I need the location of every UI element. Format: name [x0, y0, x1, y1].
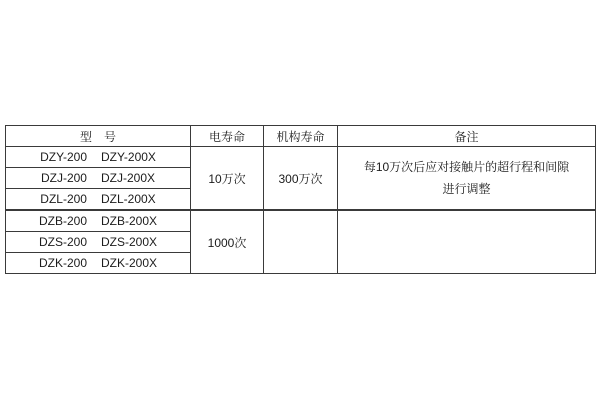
electrical-life-cell-group1: 10万次	[191, 147, 264, 211]
col-header-remarks: 备注	[338, 126, 596, 147]
remarks-line: 每10万次后应对接触片的超行程和间隙	[363, 160, 570, 174]
model-name: DZL-200	[40, 192, 87, 206]
model-cell	[6, 147, 191, 168]
remarks-cell-group2	[338, 210, 596, 274]
model-name: DZK-200X	[101, 256, 158, 270]
model-name: DZK-200	[38, 256, 87, 270]
header-row	[6, 126, 596, 147]
spec-table	[5, 125, 596, 274]
col-header-mechanical-life: 机构寿命	[264, 126, 338, 147]
remarks-line: 进行调整	[442, 182, 491, 196]
model-name: DZY-200	[40, 150, 87, 164]
mechanical-life-cell-group1: 300万次	[264, 147, 338, 211]
remarks-cell-group1	[338, 147, 596, 211]
model-cell	[6, 253, 191, 274]
model-name: DZS-200	[38, 235, 87, 249]
model-name: DZS-200X	[101, 235, 158, 249]
electrical-life-cell-group2: 1000次	[191, 210, 264, 274]
col-header-electrical-life: 电寿命	[191, 126, 264, 147]
model-cell	[6, 210, 191, 232]
model-cell	[6, 168, 191, 189]
table-row	[6, 147, 596, 168]
table-row	[6, 210, 596, 232]
mechanical-life-cell-group2	[264, 210, 338, 274]
model-name: DZB-200X	[101, 214, 158, 228]
model-name: DZY-200X	[101, 150, 156, 164]
model-name: DZJ-200X	[100, 171, 156, 185]
col-header-model: 型 号	[6, 126, 191, 147]
model-name: DZJ-200	[40, 171, 87, 185]
model-name: DZL-200X	[100, 192, 156, 206]
model-cell	[6, 189, 191, 211]
model-name: DZB-200	[38, 214, 87, 228]
model-cell	[6, 232, 191, 253]
